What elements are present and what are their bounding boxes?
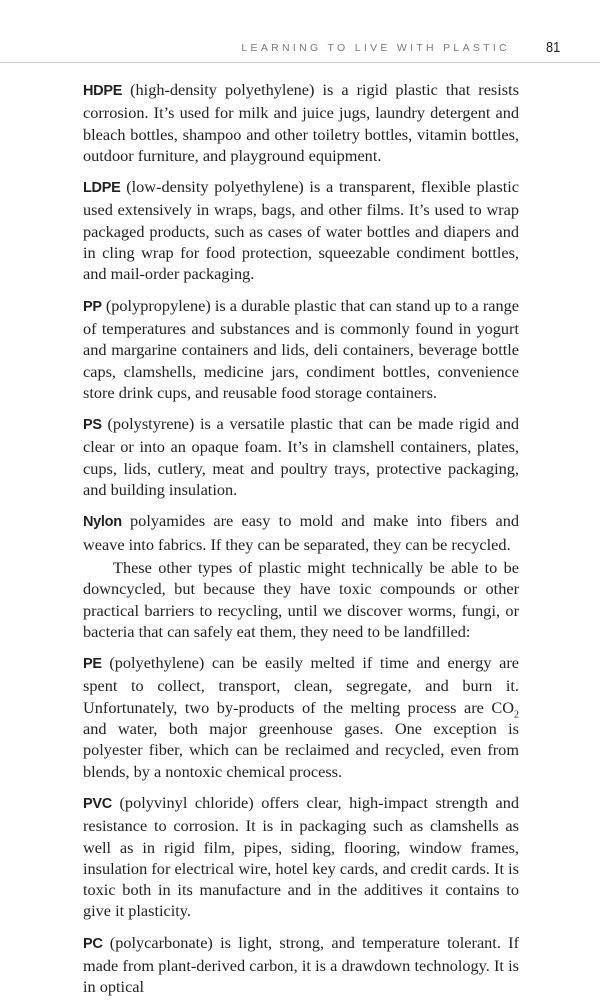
term-ps: PS: [83, 417, 102, 434]
subscript: 2: [514, 708, 519, 720]
paragraph-text: (polyvinyl chloride) offers clear, high-impact strength and resistance to corrosion. It is in packaging such as clamshells as well as in rigid film, pipes, siding, flooring, window frames, insulation for electrical wire, hotel key cards, and credit cards. It is toxic both in its manufacture and in the additives it contains to give it plasticity.: [83, 792, 519, 921]
paragraph-text: These other types of plastic might technically be able to be downcycled, but because they have toxic compounds or other practical barriers to recycling, until we discover worms, fungi, or bacteria that can safely eat them, they need to be landfilled:: [83, 557, 519, 641]
paragraph-pe: [83, 652, 519, 782]
term-pc: PC: [83, 935, 103, 952]
paragraph-ldpe: [83, 176, 519, 284]
paragraph-text: (polypropylene) is a durable plastic that can stand up to a range of temperatures and substances and is commonly found in yogurt and margarine containers and lids, deli containers, beverage bottle caps, clamshells, medicine jars, condiment bottles, convenience store drink cups, and reusable food storage containers.: [83, 295, 519, 402]
paragraph-text: (low-density polyethylene) is a transparent, flexible plastic used extensively in wraps, bags, and other films. It’s used to wrap packaged products, such as cases of water bottles and diapers and in cling wrap for food protection, squeezable condiment bottles, and mail-order packaging.: [83, 177, 519, 284]
term-hdpe: HDPE: [83, 83, 123, 99]
running-header: [0, 0, 600, 63]
paragraph-text: (polycarbonate) is light, strong, and temperature tolerant. If made from plant-derived carbon, it is a drawdown technology. It is in optical: [83, 932, 519, 997]
term-pe: PE: [83, 656, 102, 673]
paragraph-hdpe: [83, 79, 519, 166]
term-pvc: PVC: [83, 795, 112, 812]
paragraph-text: polyamides are easy to mold and make into fibers and weave into fabrics. If they can be separated, they can be recycled.: [83, 511, 519, 554]
paragraph-ps: [83, 413, 519, 500]
paragraph-nylon: [83, 510, 519, 555]
term-pp: PP: [83, 298, 102, 315]
body-text: [83, 79, 519, 1008]
paragraph-text: (high-density polyethylene) is a rigid plastic that resists corrosion. It’s used for milk and juice jugs, laundry detergent and bleach bottles, shampoo and other toiletry bottles, vitamin bottles, outdoor furniture, and playground equipment.: [83, 80, 519, 165]
paragraph-text: and water, both major greenhouse gases. One exception is polyester fiber, which can be reclaimed and recycled, even from blends, by a nontoxic chemical process.: [83, 719, 519, 781]
paragraph-text: (polystyrene) is a versatile plastic that can be made rigid and clear or into an opaque foam. It’s in clamshell containers, plates, cups, lids, cutlery, meat and poultry trays, protective packaging, and building insulation.: [83, 414, 519, 500]
term-nylon: Nylon: [83, 514, 122, 531]
paragraph-pvc: [83, 792, 519, 922]
paragraph-text: (polyethylene) can be easily melted if time and energy are spent to collect, transport, clean, segregate, and burn it. Unfortunately, two by-products of the melting process are CO: [83, 653, 519, 717]
term-ldpe: LDPE: [83, 180, 121, 197]
page-number: 81: [546, 39, 561, 56]
paragraph-pc: [83, 932, 519, 998]
paragraph-pp: [83, 295, 519, 403]
paragraph-intro-landfill: [83, 557, 519, 642]
running-title: LEARNING TO LIVE WITH PLASTIC: [241, 42, 510, 54]
